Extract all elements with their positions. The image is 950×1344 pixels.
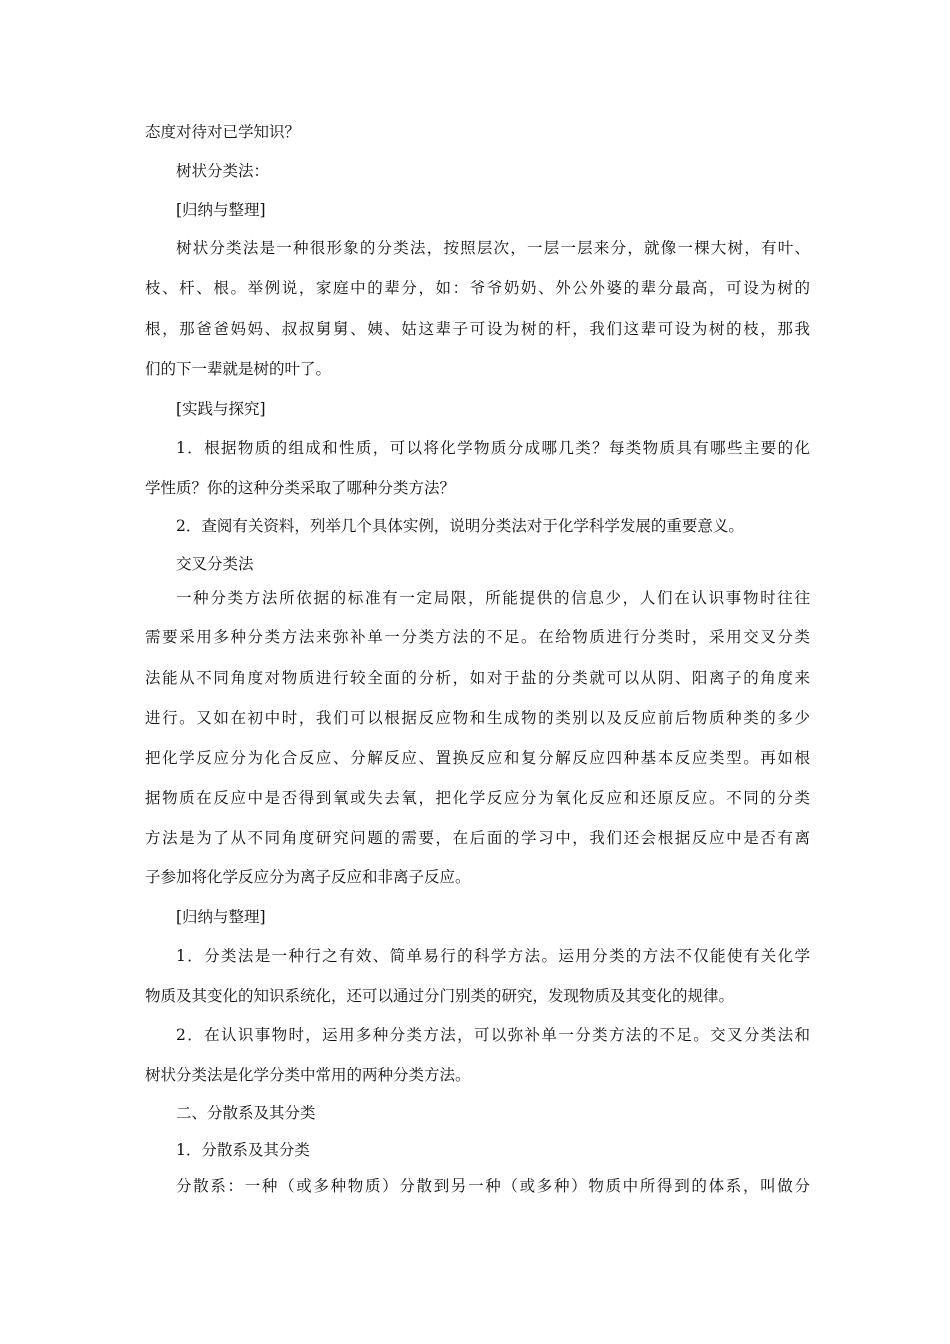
paragraph-line: 方法是为了从不同角度研究问题的需要，在后面的学习中，我们还会根据反应中是否有离 <box>145 829 810 847</box>
paragraph-line: 枝、杆、根。举例说，家庭中的辈分，如：爷爷奶奶、外公外婆的辈分最高，可设为树的 <box>145 279 810 297</box>
paragraph-line: 2．在认识事物时，运用多种分类方法，可以弥补单一分类方法的不足。交叉分类法和 <box>176 1026 810 1044</box>
section-heading: 树状分类法： <box>176 162 270 180</box>
paragraph-line: 把化学反应分为化合反应、分解反应、置换反应和复分解反应四种基本反应类型。再如根 <box>145 749 810 767</box>
paragraph-line: 学性质？你的这种分类采取了哪种分类方法？ <box>145 479 456 497</box>
paragraph-line: 子参加将化学反应分为离子反应和非离子反应。 <box>145 868 471 886</box>
paragraph-line: 需要采用多种分类方法来弥补单一分类方法的不足。在给物质进行分类时，采用交叉分类 <box>145 628 810 646</box>
paragraph-line: 进行。又如在初中时，我们可以根据反应物和生成物的类别以及反应前后物质种类的多少 <box>145 709 810 727</box>
section-label: [归纳与整理] <box>176 908 266 926</box>
subsection-heading: 1．分散系及其分类 <box>176 1141 310 1159</box>
paragraph-line: 树状分类法是化学分类中常用的两种分类方法。 <box>145 1066 471 1084</box>
paragraph-line: 物质及其变化的知识系统化，还可以通过分门别类的研究，发现物质及其变化的规律。 <box>145 987 735 1005</box>
section-heading: 交叉分类法 <box>176 555 254 573</box>
paragraph-line: 树状分类法是一种很形象的分类法，按照层次，一层一层来分，就像一棵大树，有叶、 <box>176 239 810 257</box>
section-label: [归纳与整理] <box>176 201 266 219</box>
section-heading: 二、分散系及其分类 <box>176 1104 316 1122</box>
paragraph-line: 据物质在反应中是否得到氧或失去氧，把化学反应分为氧化反应和还原反应。不同的分类 <box>145 789 810 807</box>
paragraph-line: 2．查阅有关资料，列举几个具体实例，说明分类法对于化学科学发展的重要意义。 <box>176 517 744 535</box>
paragraph-line: 们的下一辈就是树的叶了。 <box>145 360 332 378</box>
paragraph-line: 分散系：一种（或多种物质）分散到另一种（或多种）物质中所得到的体系，叫做分 <box>176 1177 810 1195</box>
paragraph-line: 一种分类方法所依据的标准有一定局限，所能提供的信息少，人们在认识事物时往往 <box>176 589 810 607</box>
section-label: [实践与探究] <box>176 400 266 418</box>
paragraph-line: 根，那爸爸妈妈、叔叔舅舅、姨、姑这辈子可设为树的杆，我们这辈可设为树的枝，那我 <box>145 320 810 338</box>
paragraph-line: 法能从不同角度对物质进行较全面的分析，如对于盐的分类就可以从阴、阳离子的角度来 <box>145 669 810 687</box>
text-line: 态度对待对已学知识？ <box>145 123 301 141</box>
paragraph-line: 1．分类法是一种行之有效、简单易行的科学方法。运用分类的方法不仅能使有关化学 <box>176 947 810 965</box>
paragraph-line: 1．根据物质的组成和性质，可以将化学物质分成哪几类？每类物质具有哪些主要的化 <box>176 439 810 457</box>
